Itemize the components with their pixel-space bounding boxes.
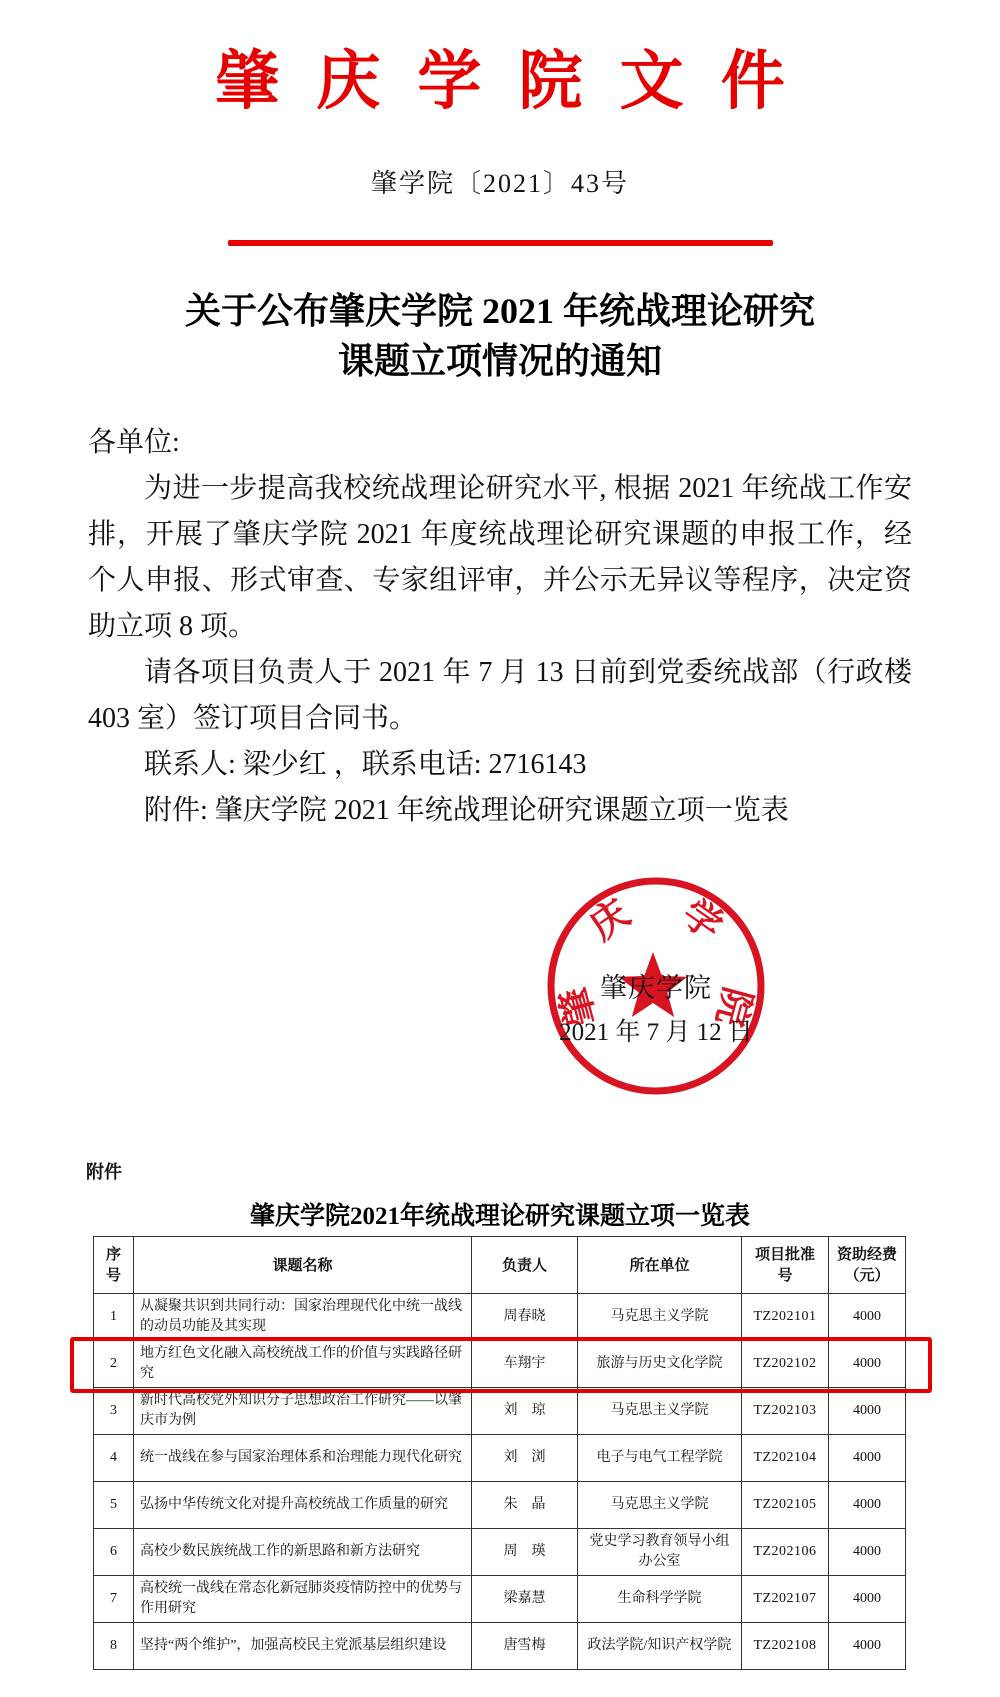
col-header-no: 序号 [94, 1237, 134, 1294]
cell-no: 8 [94, 1623, 134, 1670]
document-number: 肇学院〔2021〕43号 [370, 169, 629, 198]
cell-fund: 4000 [829, 1435, 906, 1482]
col-header-approval: 项目批准号 [742, 1237, 829, 1294]
cell-leader: 车翔宇 [472, 1341, 578, 1388]
cell-leader: 周 瑛 [472, 1529, 578, 1576]
seal-ring-char: 学 [674, 892, 730, 949]
table-row [94, 1623, 906, 1670]
cell-approval: TZ202102 [742, 1341, 829, 1388]
cell-leader: 梁嘉慧 [472, 1576, 578, 1623]
table-row [94, 1435, 906, 1482]
cell-fund: 4000 [829, 1341, 906, 1388]
seal-ring-char: 庆 [582, 892, 638, 949]
notice-title-line1: 关于公布肇庆学院 2021 年统战理论研究 [184, 291, 815, 331]
table-row [94, 1482, 906, 1529]
cell-no: 7 [94, 1576, 134, 1623]
grant-table [93, 1236, 906, 1670]
cell-unit: 党史学习教育领导小组办公室 [578, 1529, 742, 1576]
col-header-fund: 资助经费（元） [829, 1237, 906, 1294]
col-header-leader: 负责人 [472, 1237, 578, 1294]
cell-no: 3 [94, 1388, 134, 1435]
cell-title: 高校统一战线在常态化新冠肺炎疫情防控中的优势与作用研究 [134, 1576, 472, 1623]
attachment-reference: 附件: 肇庆学院 2021 年统战理论研究课题立项一览表 [144, 795, 789, 826]
seal-ring-char: 院 [707, 982, 759, 1031]
contact-line: 联系人: 梁少红 ，联系电话: 2716143 [144, 749, 587, 780]
official-seal [540, 870, 772, 1102]
cell-title: 地方红色文化融入高校统战工作的价值与实践路径研究 [134, 1341, 472, 1388]
cell-approval: TZ202106 [742, 1529, 829, 1576]
cell-approval: TZ202104 [742, 1435, 829, 1482]
notice-body [88, 420, 912, 834]
cell-title: 弘扬中华传统文化对提升高校统战工作质量的研究 [134, 1482, 472, 1529]
cell-leader: 朱 晶 [472, 1482, 578, 1529]
cell-unit: 政法学院/知识产权学院 [578, 1623, 742, 1670]
cell-title: 坚持“两个维护”，加强高校民主党派基层组织建设 [134, 1623, 472, 1670]
cell-title: 新时代高校党外知识分子思想政治工作研究——以肇庆市为例 [134, 1388, 472, 1435]
cell-approval: TZ202105 [742, 1482, 829, 1529]
cell-fund: 4000 [829, 1388, 906, 1435]
cell-leader: 唐雪梅 [472, 1623, 578, 1670]
cell-leader: 周春晓 [472, 1294, 578, 1341]
table-row [94, 1388, 906, 1435]
col-header-unit: 所在单位 [578, 1237, 742, 1294]
cell-unit: 马克思主义学院 [578, 1294, 742, 1341]
seal-ring-char: 肇 [553, 982, 605, 1031]
cell-no: 6 [94, 1529, 134, 1576]
table-row [94, 1341, 906, 1388]
cell-fund: 4000 [829, 1623, 906, 1670]
col-header-title: 课题名称 [134, 1237, 472, 1294]
seal-org-name: 肇庆学院 [600, 973, 712, 1003]
notice-title-line2: 课题立项情况的通知 [337, 341, 662, 381]
cell-title: 统一战线在参与国家治理体系和治理能力现代化研究 [134, 1435, 472, 1482]
cell-fund: 4000 [829, 1529, 906, 1576]
cell-no: 1 [94, 1294, 134, 1341]
cell-approval: TZ202108 [742, 1623, 829, 1670]
seal-date: 2021 年 7 月 12 日 [559, 1019, 753, 1046]
cell-title: 高校少数民族统战工作的新思路和新方法研究 [134, 1529, 472, 1576]
cell-no: 5 [94, 1482, 134, 1529]
cell-no: 2 [94, 1341, 134, 1388]
cell-fund: 4000 [829, 1576, 906, 1623]
table-header-row [94, 1237, 906, 1294]
attachment-label: 附件 [86, 1162, 122, 1182]
cell-unit: 马克思主义学院 [578, 1388, 742, 1435]
table-row [94, 1294, 906, 1341]
cell-approval: TZ202101 [742, 1294, 829, 1341]
cell-leader: 刘 浏 [472, 1435, 578, 1482]
letterhead-org-title: 肇庆学院文件 [215, 46, 822, 117]
table-row [94, 1576, 906, 1623]
cell-fund: 4000 [829, 1482, 906, 1529]
cell-unit: 旅游与历史文化学院 [578, 1341, 742, 1388]
cell-approval: TZ202103 [742, 1388, 829, 1435]
table-row [94, 1529, 906, 1576]
attachment-table-title: 肇庆学院2021年统战理论研究课题立项一览表 [249, 1203, 750, 1230]
cell-no: 4 [94, 1435, 134, 1482]
cell-unit: 马克思主义学院 [578, 1482, 742, 1529]
cell-title: 从凝聚共识到共同行动：国家治理现代化中统一战线的动员功能及其实现 [134, 1294, 472, 1341]
salutation: 各单位: [88, 427, 180, 458]
cell-fund: 4000 [829, 1294, 906, 1341]
letterhead-red-rule [228, 240, 773, 246]
cell-unit: 电子与电气工程学院 [578, 1435, 742, 1482]
cell-approval: TZ202107 [742, 1576, 829, 1623]
notice-title [0, 286, 1000, 386]
cell-unit: 生命科学学院 [578, 1576, 742, 1623]
paragraph-2: 请各项目负责人于 2021 年 7 月 13 日前到党委统战部（行政楼 403 室）签订项目合同书。 [88, 657, 912, 734]
paragraph-1: 为进一步提高我校统战理论研究水平, 根据 2021 年统战工作安排，开展了肇庆学院 2021 年度统战理论研究课题的申报工作，经个人申报、形式审查、专家组评审，并公示无异议等程序，决定资助立项 8 项。 [88, 473, 912, 642]
cell-leader: 刘 琼 [472, 1388, 578, 1435]
